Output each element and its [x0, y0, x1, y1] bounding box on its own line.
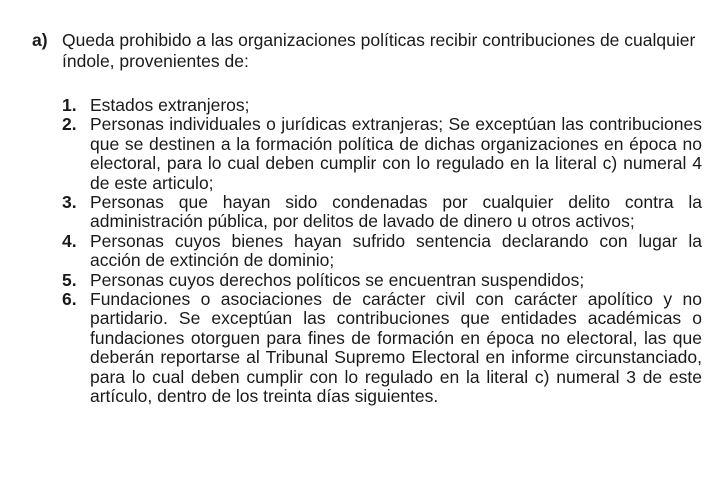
- list-item-3: [62, 193, 702, 232]
- list-item-5: [62, 271, 702, 290]
- clause-marker: a): [32, 30, 48, 50]
- list-item-number: 5.: [62, 269, 77, 290]
- list-item-1: [62, 96, 702, 115]
- list-item-number: 3.: [62, 192, 77, 213]
- clause-text: Queda prohibido a las organizaciones políticas recibir contribuciones de cualquier índole, provenientes de:: [62, 30, 696, 71]
- list-item-text: Personas cuyos bienes hayan sufrido sentencia declarando con lugar la acción de extinción de dominio;: [90, 230, 702, 271]
- list-item-number: 4.: [62, 230, 77, 251]
- list-item-number: 6.: [62, 289, 77, 310]
- prohibited-sources-list: [62, 96, 702, 407]
- clause-a: [32, 30, 702, 72]
- list-item-text: Estados extranjeros;: [90, 95, 250, 115]
- list-item-text: Personas que hayan sido condenadas por cualquier delito contra la administración pública, por delitos de lavado de dinero u otros activos;: [90, 192, 702, 232]
- list-item-number: 1.: [62, 95, 77, 115]
- list-item-text: Personas cuyos derechos políticos se encuentran suspendidos;: [90, 269, 585, 290]
- list-item-text: Personas individuales o jurídicas extranjeras; Se exceptúan las contribuciones que se destinen a la formación política de dichas organizaciones en época no electoral, para lo cual deben cumplir con lo regulado en la literal c) numeral 4 de este articulo;: [90, 114, 702, 193]
- list-item-4: [62, 232, 702, 271]
- list-item-text: Fundaciones o asociaciones de carácter civil con carácter apolítico y no partidario. Se exceptúan las contribuciones que entidades académicas o fundaciones otorguen para fines de formación en época no electoral, las que deberán reportarse al Tribunal Supremo Electoral en informe circunstanciado, para lo cual deben cumplir con lo regulado en la literal c) numeral 3 de este artículo, dentro de los treinta días siguientes.: [90, 289, 702, 407]
- clause-heading: [32, 30, 702, 72]
- list-item-2: [62, 115, 702, 193]
- list-item-number: 2.: [62, 114, 77, 135]
- list-item-6: [62, 290, 702, 406]
